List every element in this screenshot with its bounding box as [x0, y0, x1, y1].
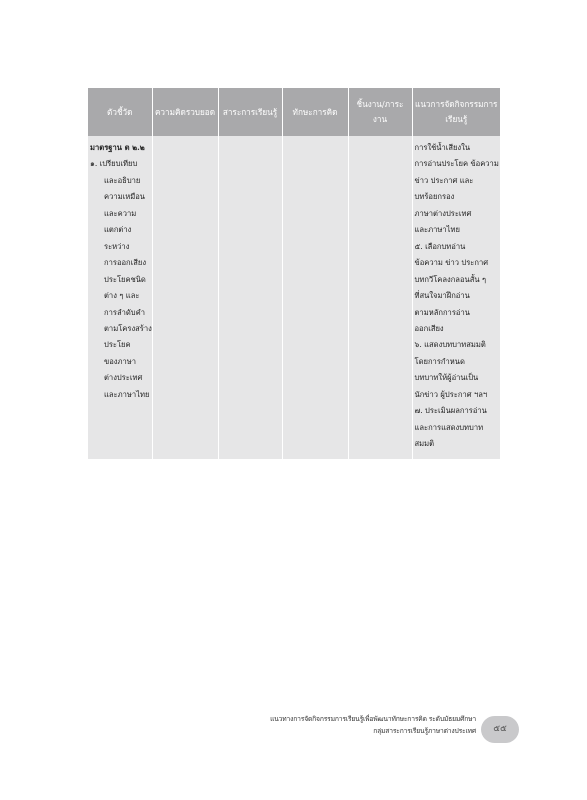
indicator-line: และภาษาไทย — [104, 389, 150, 399]
activity-line: ที่สนใจมาฝึกอ่าน — [414, 291, 470, 301]
indicator-line: ของภาษา — [104, 356, 136, 366]
header-task: ชิ้นงาน/ภาระงาน — [348, 88, 412, 136]
activity-line: ๕. เลือกบทอ่าน — [414, 241, 466, 251]
indicator-line: แตกต่าง — [104, 225, 132, 235]
page-number: ๕๕ — [481, 716, 519, 743]
activity-line: ตามหลักการอ่าน — [414, 307, 470, 317]
header-indicator: ตัวชี้วัด — [88, 88, 152, 136]
indicator-line: และความ — [104, 208, 137, 218]
indicator-line: ระหว่าง — [104, 241, 130, 251]
content-cell — [218, 136, 282, 459]
footer-subtitle: กลุ่มสาระการเรียนรู้ภาษาต่างประเทศ — [373, 726, 476, 735]
indicator-line: ความเหมือน — [104, 192, 145, 202]
activity-line: บทบาทให้ผู้อ่านเป็น — [414, 373, 479, 383]
indicator-line: ต่าง ๆ และ — [104, 291, 140, 301]
indicator-line: ต่างประเทศ — [104, 373, 143, 383]
activity-line: ๖. แสดงบทบาทสมมติ — [414, 340, 486, 350]
page-footer — [230, 714, 476, 737]
activity-line: สมมติ — [414, 439, 435, 449]
standard-label: มาตรฐาน ต ๒.๒ — [90, 143, 145, 152]
activity-line: การใช้น้ำเสียงใน — [414, 143, 471, 152]
activity-line: ข้อความ ข่าว ประกาศ — [414, 258, 489, 268]
indicator-line: การลำดับคำ — [104, 307, 145, 317]
activity-line: การอ่านประโยค ข้อความ — [414, 159, 499, 169]
activity-line: ภาษาต่างประเทศ — [414, 208, 472, 218]
activity-line: ข่าว ประกาศ และ — [414, 175, 474, 185]
activity-line: และการแสดงบทบาท — [414, 422, 484, 432]
curriculum-table — [88, 88, 500, 459]
activity-line: และภาษาไทย — [414, 225, 460, 235]
activity-line: บทร้อยกรอง — [414, 192, 455, 202]
activity-cell — [412, 136, 500, 459]
indicator-line: ประโยค — [104, 340, 131, 350]
table-header-row — [88, 88, 500, 136]
header-content: สาระการเรียนรู้ — [218, 88, 282, 136]
indicator-line: ๑. เปรียบเทียบ — [90, 159, 138, 169]
table-row — [88, 136, 500, 459]
indicator-line: และอธิบาย — [104, 175, 141, 185]
indicator-line: ประโยคชนิด — [104, 274, 146, 284]
activity-line: ออกเสียง — [414, 323, 444, 333]
indicator-cell — [88, 136, 152, 459]
concept-cell — [152, 136, 218, 459]
task-cell — [348, 136, 412, 459]
thinking-skill-cell — [282, 136, 348, 459]
activity-line: ๗. ประเมินผลการอ่าน — [414, 406, 487, 416]
activity-line: บทกวีโคลงกลอนสั้น ๆ — [414, 274, 487, 284]
footer-title: แนวทางการจัดกิจกรรมการเรียนรู้เพื่อพัฒนาทักษะการคิด ระดับมัธยมศึกษา — [270, 715, 476, 723]
header-activity: แนวการจัดกิจกรรมการเรียนรู้ — [412, 88, 500, 136]
activity-line: นักข่าว ผู้ประกาศ ฯลฯ — [414, 389, 488, 399]
header-concept: ความคิดรวบยอด — [152, 88, 218, 136]
activity-line: โดยการกำหนด — [414, 356, 465, 366]
indicator-line: การออกเสียง — [104, 258, 147, 268]
indicator-line: ตามโครงสร้าง — [104, 323, 152, 333]
header-thinking-skill: ทักษะการคิด — [282, 88, 348, 136]
